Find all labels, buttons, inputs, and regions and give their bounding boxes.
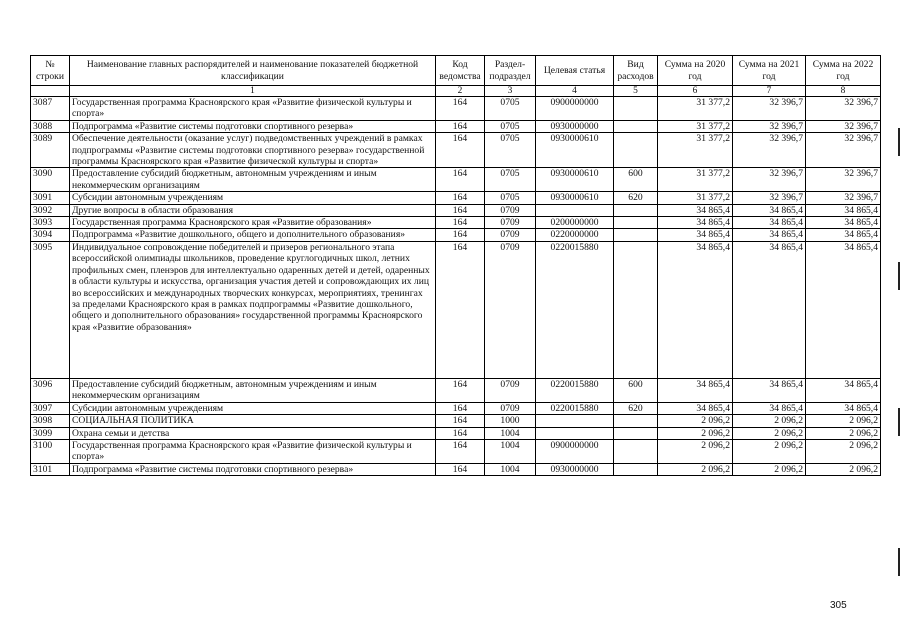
expense-type — [614, 204, 658, 216]
section-code: 0709 — [485, 241, 536, 378]
row-name: Охрана семьи и детства — [70, 427, 436, 439]
section-code: 0709 — [485, 229, 536, 241]
row-name: Субсидии автономным учреждениям — [70, 192, 436, 204]
section-code: 0709 — [485, 378, 536, 402]
target-article: 0900000000 — [536, 439, 614, 463]
section-code: 1000 — [485, 415, 536, 427]
dept-code: 164 — [436, 133, 485, 168]
row-number: 3098 — [31, 415, 70, 427]
column-number: 5 — [614, 86, 658, 97]
column-number: 7 — [733, 86, 806, 97]
table-row — [31, 192, 881, 204]
sum-2022: 2 096,2 — [806, 415, 881, 427]
column-number: 8 — [806, 86, 881, 97]
target-article: 0220015880 — [536, 402, 614, 414]
sum-2021: 2 096,2 — [733, 427, 806, 439]
sum-2021: 34 865,4 — [733, 204, 806, 216]
table-row — [31, 97, 881, 121]
expense-type — [614, 427, 658, 439]
row-name: Подпрограмма «Развитие системы подготовки спортивного резерва» — [70, 463, 436, 475]
header-sum-2022: Сумма на 2022 год — [806, 56, 881, 86]
sum-2022: 34 865,4 — [806, 204, 881, 216]
sum-2020: 2 096,2 — [658, 463, 733, 475]
table-row — [31, 168, 881, 192]
sum-2020: 31 377,2 — [658, 133, 733, 168]
row-name: Индивидуальное сопровождение победителей и призеров регионального этапа всероссийской олимпиады школьников, проведение круглогодичных школ, летних профильных смен, пленэров для интеллектуально одаренных детей и детей, одаренных в области культуры и искусства, организация участия детей и сопровождающих их лиц во всероссийских и международных творческих конкурсах, мероприятиях, тренингах за пределами Красноярского края в рамках подпрограммы «Развитие дошкольного, общего и дополнительного образования» государственной программы Красноярского края «Развитие образования» — [70, 241, 436, 378]
target-article — [536, 204, 614, 216]
sum-2022: 32 396,7 — [806, 120, 881, 132]
row-name: Государственная программа Красноярского края «Развитие физической культуры и спорта» — [70, 439, 436, 463]
header-section: Раздел-подраздел — [485, 56, 536, 86]
target-article: 0220015880 — [536, 241, 614, 378]
section-code: 0709 — [485, 217, 536, 229]
row-number: 3099 — [31, 427, 70, 439]
expense-type — [614, 415, 658, 427]
sum-2021: 32 396,7 — [733, 192, 806, 204]
sum-2020: 31 377,2 — [658, 168, 733, 192]
sum-2020: 34 865,4 — [658, 402, 733, 414]
column-number: 1 — [70, 86, 436, 97]
target-article: 0930000610 — [536, 168, 614, 192]
section-code: 1004 — [485, 439, 536, 463]
sum-2022: 34 865,4 — [806, 229, 881, 241]
row-name: Подпрограмма «Развитие системы подготовки спортивного резерва» — [70, 120, 436, 132]
dept-code: 164 — [436, 217, 485, 229]
section-code: 0705 — [485, 192, 536, 204]
sum-2022: 34 865,4 — [806, 241, 881, 378]
row-number: 3087 — [31, 97, 70, 121]
column-number — [31, 86, 70, 97]
sum-2022: 2 096,2 — [806, 463, 881, 475]
section-code: 0705 — [485, 97, 536, 121]
expense-type — [614, 120, 658, 132]
target-article: 0900000000 — [536, 97, 614, 121]
section-code: 0709 — [485, 402, 536, 414]
table-row — [31, 439, 881, 463]
sum-2021: 32 396,7 — [733, 97, 806, 121]
table-row — [31, 463, 881, 475]
sum-2022: 2 096,2 — [806, 427, 881, 439]
table-row — [31, 427, 881, 439]
table-row — [31, 415, 881, 427]
row-name: Предоставление субсидий бюджетным, автономным учреждениям и иным некоммерческим организациям — [70, 378, 436, 402]
column-number: 4 — [536, 86, 614, 97]
row-name: Государственная программа Красноярского края «Развитие физической культуры и спорта» — [70, 97, 436, 121]
dept-code: 164 — [436, 97, 485, 121]
section-code: 0705 — [485, 133, 536, 168]
expense-type: 600 — [614, 168, 658, 192]
row-number: 3091 — [31, 192, 70, 204]
sum-2021: 2 096,2 — [733, 439, 806, 463]
page-number: 305 — [830, 600, 847, 611]
header-target-article: Целевая статья — [536, 56, 614, 86]
row-number: 3092 — [31, 204, 70, 216]
sum-2020: 34 865,4 — [658, 241, 733, 378]
target-article: 0930000610 — [536, 192, 614, 204]
sum-2020: 34 865,4 — [658, 229, 733, 241]
table-header-row — [31, 56, 881, 86]
table-row — [31, 204, 881, 216]
row-name: Другие вопросы в области образования — [70, 204, 436, 216]
sum-2021: 32 396,7 — [733, 120, 806, 132]
dept-code: 164 — [436, 463, 485, 475]
column-number: 6 — [658, 86, 733, 97]
sum-2020: 34 865,4 — [658, 204, 733, 216]
row-number: 3090 — [31, 168, 70, 192]
section-code: 1004 — [485, 463, 536, 475]
sum-2022: 32 396,7 — [806, 133, 881, 168]
dept-code: 164 — [436, 229, 485, 241]
dept-code: 164 — [436, 415, 485, 427]
expense-type — [614, 133, 658, 168]
row-name: Обеспечение деятельности (оказание услуг) подведомственных учреждений в рамках подпрограммы «Развитие системы подготовки спортивного резерва» государственной программы Красноярского края «Развитие физической культуры и спорта» — [70, 133, 436, 168]
table-row — [31, 217, 881, 229]
expense-type: 600 — [614, 378, 658, 402]
row-number: 3096 — [31, 378, 70, 402]
sum-2020: 34 865,4 — [658, 217, 733, 229]
sum-2021: 2 096,2 — [733, 463, 806, 475]
sum-2022: 34 865,4 — [806, 217, 881, 229]
row-number: 3101 — [31, 463, 70, 475]
sum-2022: 32 396,7 — [806, 168, 881, 192]
sum-2021: 2 096,2 — [733, 415, 806, 427]
expense-type: 620 — [614, 192, 658, 204]
row-number: 3097 — [31, 402, 70, 414]
header-expense-type: Вид расходов — [614, 56, 658, 86]
row-number: 3093 — [31, 217, 70, 229]
sum-2021: 32 396,7 — [733, 133, 806, 168]
header-row-number: № строки — [31, 56, 70, 86]
sum-2020: 2 096,2 — [658, 427, 733, 439]
sum-2020: 31 377,2 — [658, 120, 733, 132]
sum-2022: 34 865,4 — [806, 378, 881, 402]
row-name: Предоставление субсидий бюджетным, автономным учреждениям и иным некоммерческим организациям — [70, 168, 436, 192]
table-row — [31, 133, 881, 168]
expense-type — [614, 463, 658, 475]
target-article: 0220000000 — [536, 229, 614, 241]
sum-2020: 31 377,2 — [658, 97, 733, 121]
column-number: 3 — [485, 86, 536, 97]
sum-2021: 34 865,4 — [733, 217, 806, 229]
page-edge-mark — [898, 262, 900, 290]
expense-type — [614, 439, 658, 463]
table-row — [31, 402, 881, 414]
row-name: Субсидии автономным учреждениям — [70, 402, 436, 414]
target-article: 0930000610 — [536, 133, 614, 168]
column-numbers-row — [31, 86, 881, 97]
sum-2020: 2 096,2 — [658, 439, 733, 463]
expense-type — [614, 229, 658, 241]
header-sum-2021: Сумма на 2021 год — [733, 56, 806, 86]
target-article: 0220015880 — [536, 378, 614, 402]
target-article: 0200000000 — [536, 217, 614, 229]
dept-code: 164 — [436, 402, 485, 414]
sum-2022: 32 396,7 — [806, 192, 881, 204]
sum-2020: 34 865,4 — [658, 378, 733, 402]
dept-code: 164 — [436, 378, 485, 402]
sum-2022: 34 865,4 — [806, 402, 881, 414]
expense-type: 620 — [614, 402, 658, 414]
row-number: 3100 — [31, 439, 70, 463]
table-row — [31, 120, 881, 132]
dept-code: 164 — [436, 120, 485, 132]
dept-code: 164 — [436, 427, 485, 439]
table-row — [31, 241, 881, 378]
dept-code: 164 — [436, 241, 485, 378]
sum-2021: 32 396,7 — [733, 168, 806, 192]
section-code: 0709 — [485, 204, 536, 216]
table-row — [31, 378, 881, 402]
row-name: Государственная программа Красноярского края «Развитие образования» — [70, 217, 436, 229]
expense-type — [614, 217, 658, 229]
target-article — [536, 415, 614, 427]
row-number: 3088 — [31, 120, 70, 132]
sum-2020: 2 096,2 — [658, 415, 733, 427]
expense-type — [614, 241, 658, 378]
sum-2021: 34 865,4 — [733, 378, 806, 402]
sum-2022: 32 396,7 — [806, 97, 881, 121]
dept-code: 164 — [436, 192, 485, 204]
sum-2021: 34 865,4 — [733, 402, 806, 414]
table-body — [31, 97, 881, 476]
row-name: СОЦИАЛЬНАЯ ПОЛИТИКА — [70, 415, 436, 427]
page-edge-mark — [898, 548, 900, 576]
header-sum-2020: Сумма на 2020 год — [658, 56, 733, 86]
row-number: 3094 — [31, 229, 70, 241]
sum-2020: 31 377,2 — [658, 192, 733, 204]
header-dept-code: Код ведомства — [436, 56, 485, 86]
dept-code: 164 — [436, 204, 485, 216]
page-edge-mark — [898, 408, 900, 436]
dept-code: 164 — [436, 439, 485, 463]
row-number: 3089 — [31, 133, 70, 168]
row-name: Подпрограмма «Развитие дошкольного, общего и дополнительного образования» — [70, 229, 436, 241]
header-name: Наименование главных распорядителей и наименование показателей бюджетной классификации — [70, 56, 436, 86]
section-code: 1004 — [485, 427, 536, 439]
budget-table — [30, 55, 881, 476]
sum-2021: 34 865,4 — [733, 241, 806, 378]
page-edge-mark — [898, 128, 900, 156]
target-article: 0930000000 — [536, 463, 614, 475]
target-article: 0930000000 — [536, 120, 614, 132]
sum-2021: 34 865,4 — [733, 229, 806, 241]
dept-code: 164 — [436, 168, 485, 192]
section-code: 0705 — [485, 168, 536, 192]
row-number: 3095 — [31, 241, 70, 378]
target-article — [536, 427, 614, 439]
section-code: 0705 — [485, 120, 536, 132]
table-row — [31, 229, 881, 241]
sum-2022: 2 096,2 — [806, 439, 881, 463]
column-number: 2 — [436, 86, 485, 97]
expense-type — [614, 97, 658, 121]
